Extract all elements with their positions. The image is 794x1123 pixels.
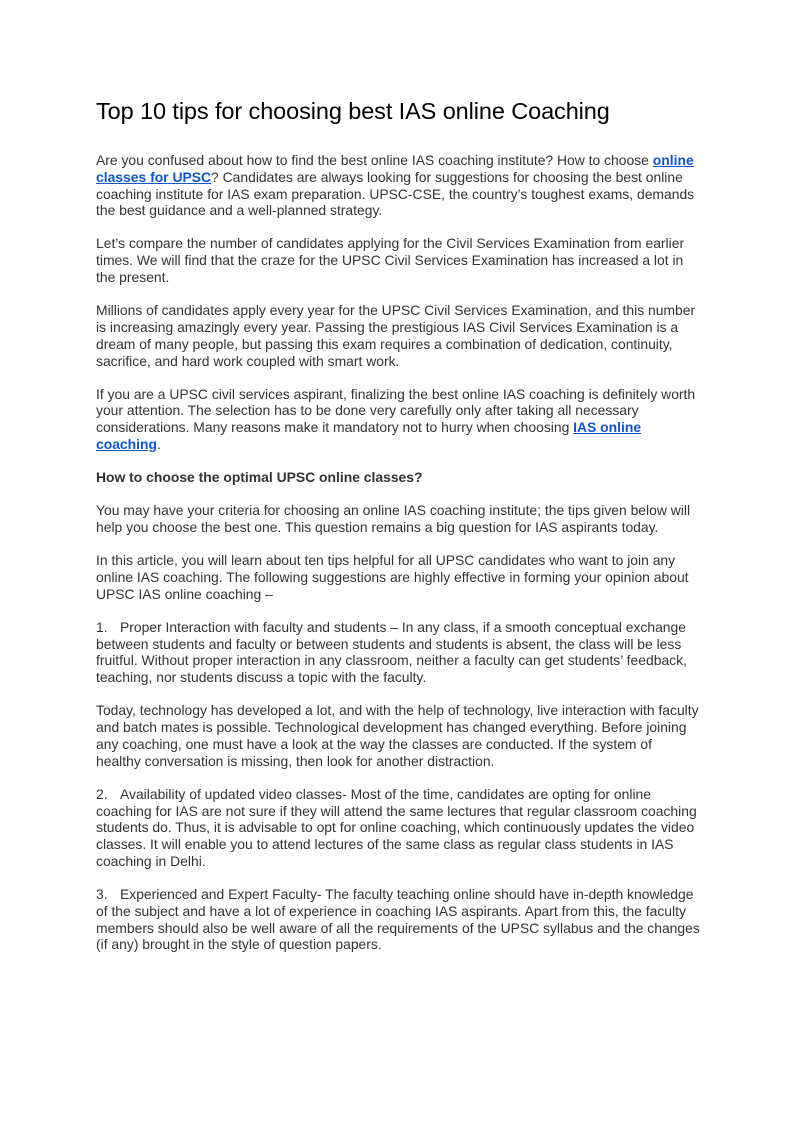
millions-paragraph: Millions of candidates apply every year for the UPSC Civil Services Examination, and this number is increasing amazingly every year. Passing the prestigious IAS Civil Services Examination is a dream of many people, but passing this exam requires a combination of dedication, continuity, sacrifice, and hard work coupled with smart work. xyxy=(96,302,696,369)
criteria-paragraph: You may have your criteria for choosing an online IAS coaching institute; the tips given below will help you choose the best one. This question remains a big question for IAS aspirants today. xyxy=(96,502,691,536)
technology-paragraph: Today, technology has developed a lot, and with the help of technology, live interaction with faculty and batch mates is possible. Technological development has changed everything. Before joining any coaching, one must have a look at the way the classes are conducted. If the system of healthy conversation is missing, then look for another distraction. xyxy=(96,702,699,769)
tip-2 xyxy=(96,786,700,870)
tip-2-text: Availability of updated video classes- Most of the time, candidates are opting for online coaching for IAS are not sure if they will attend the same lectures that regular classroom coaching students do. Thus, it is advisable to opt for online coaching, which continuously updates the video classes. It will enable you to attend lectures of the same class as regular class students in IAS coaching in Delhi. xyxy=(96,785,697,869)
intro-text-after: ? Candidates are always looking for suggestions for choosing the best online coaching institute for IAS exam preparation. UPSC-CSE, the country’s toughest exams, demands the best guidance and a well-planned strategy. xyxy=(96,168,695,219)
article-intro-paragraph: In this article, you will learn about ten tips helpful for all UPSC candidates who want to join any online IAS coaching. The following suggestions are highly effective in forming your opinion about UPSC IAS online coaching – xyxy=(96,552,689,602)
intro-paragraph xyxy=(96,152,700,219)
tip-2-number: 2. xyxy=(96,785,108,802)
tip-1 xyxy=(96,619,700,686)
section-heading: How to choose the optimal UPSC online classes? xyxy=(96,469,423,486)
tip-3-text: Experienced and Expert Faculty- The faculty teaching online should have in-depth knowledge of the subject and have a lot of experience in coaching IAS aspirants. Apart from this, the faculty members should also be well aware of all the requirements of the UPSC syllabus and the changes (if any) brought in the style of question papers. xyxy=(96,886,700,953)
intro-text-before: Are you confused about how to find the best online IAS coaching institute? How to choose xyxy=(96,152,653,168)
document-page xyxy=(96,94,700,970)
aspirant-text-before: If you are a UPSC civil services aspirant, finalizing the best online IAS coaching is definitely worth your attention. The selection has to be done very carefully only after taking all necessary considerations. Many reasons make it mandatory not to hurry when choosing xyxy=(96,385,696,436)
aspirant-paragraph xyxy=(96,386,700,453)
aspirant-text-after: . xyxy=(156,436,161,453)
online-classes-upsc-link[interactable]: online classes for UPSC xyxy=(96,152,694,185)
compare-paragraph: Let’s compare the number of candidates applying for the Civil Services Examination from earlier times. We will find that the craze for the UPSC Civil Services Examination has increased a lot in the present. xyxy=(96,235,685,286)
ias-online-coaching-link[interactable]: IAS online coaching xyxy=(96,419,642,453)
tip-3 xyxy=(96,886,700,953)
tip-1-number: 1. xyxy=(96,618,108,635)
page-title: Top 10 tips for choosing best IAS online Coaching xyxy=(96,98,610,124)
tip-3-number: 3. xyxy=(96,886,108,903)
tip-1-text: Proper Interaction with faculty and students – In any class, if a smooth conceptual exchange between students and faculty or between students and students is absent, the class will be less fruitful. Without proper interaction in any classroom, neither a faculty can get students’ feedback, teaching, nor students discuss a topic with the faculty. xyxy=(96,618,687,686)
